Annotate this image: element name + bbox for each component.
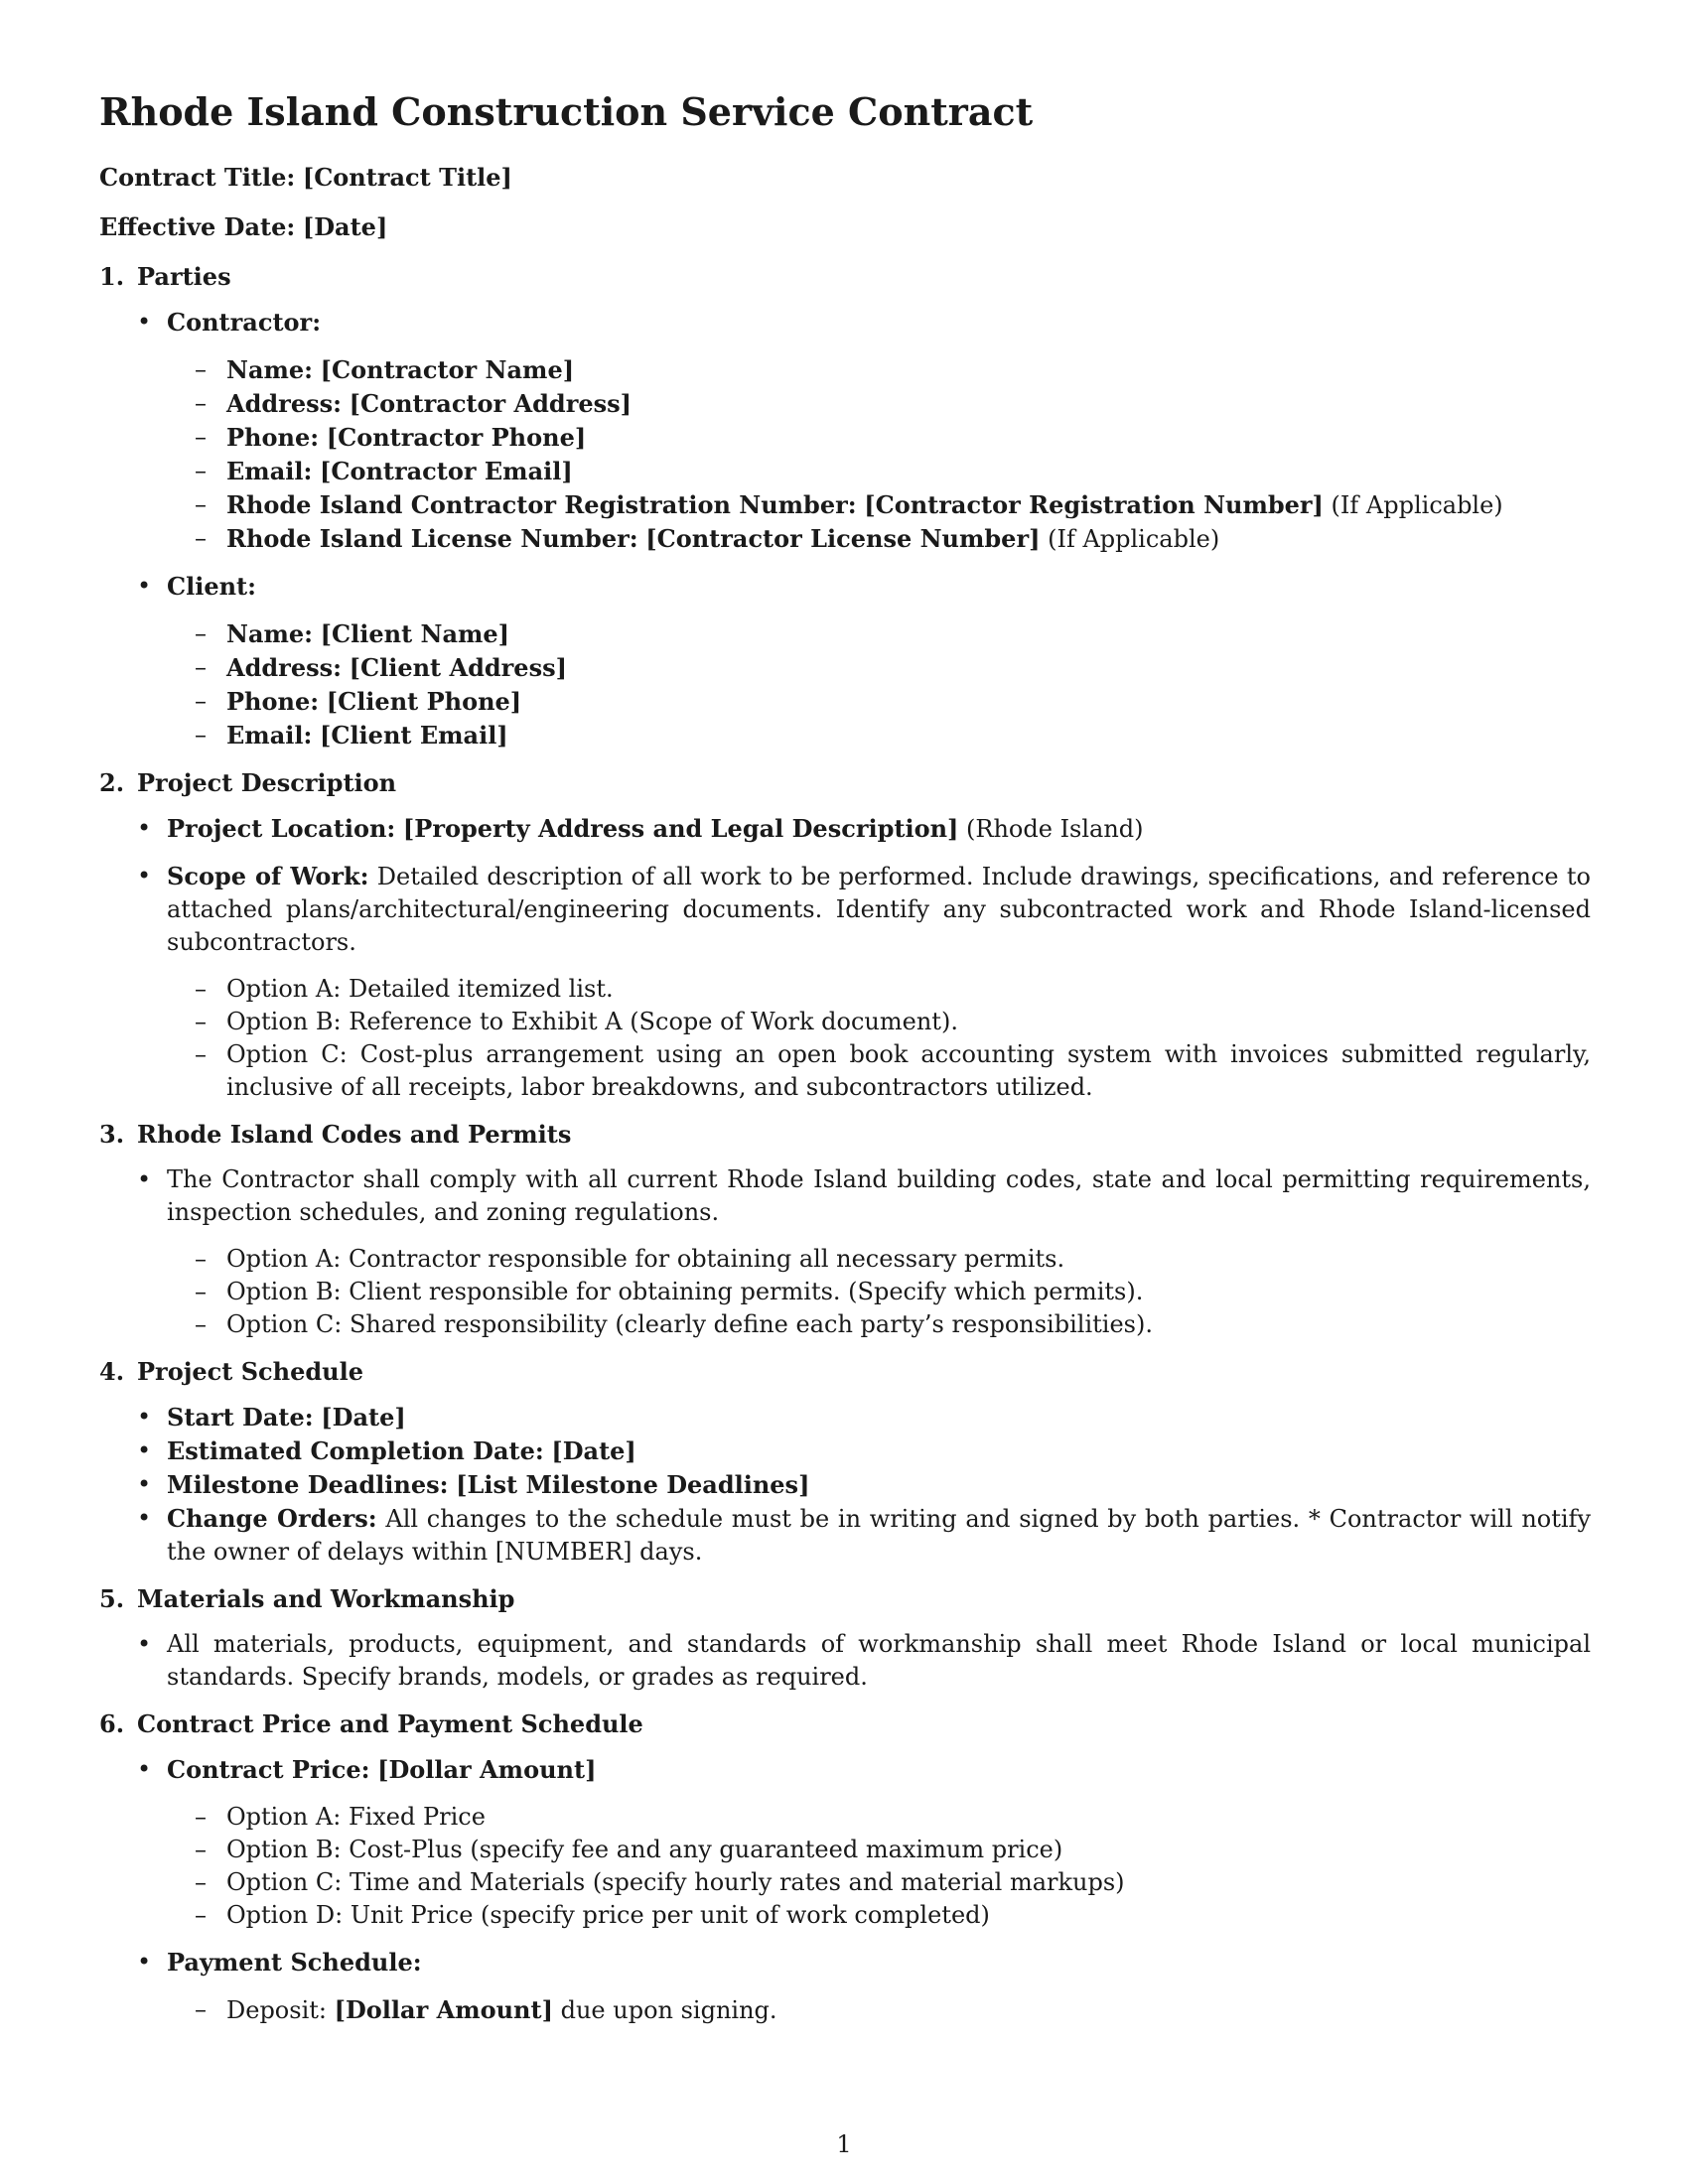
- field-label: Phone:: [226, 687, 320, 716]
- scope-option: – Option C: Cost-plus arrangement using an open book accounting system with invoices submitted regularly, inclusive of all receipts, labor breakdowns, and subcontractors utilized.: [226, 1038, 1591, 1104]
- field-value: [Client Phone]: [326, 687, 522, 716]
- section-4-heading: [99, 1355, 1591, 1389]
- field-note: (If Applicable): [1048, 525, 1220, 553]
- codes-item: [167, 1163, 1591, 1341]
- deposit-item: [226, 1993, 1591, 2027]
- project-location-item: [167, 812, 1591, 846]
- field-value: [Contractor Email]: [319, 457, 573, 485]
- field-label: Name:: [226, 355, 314, 384]
- field-label: Project Location:: [167, 814, 396, 843]
- field-label: Address:: [226, 653, 342, 682]
- section-title: Project Description: [137, 768, 397, 797]
- section-number: 2.: [99, 768, 125, 797]
- change-orders-text: All changes to the schedule must be in writing and signed by both parties. * Contractor will notify the owner of delays within [NUMBER] days.: [167, 1505, 1592, 1566]
- parties-list: [99, 306, 1591, 752]
- field-note: (If Applicable): [1331, 491, 1503, 519]
- client-phone: [226, 685, 1591, 719]
- contractor-address: [226, 387, 1591, 421]
- client-label: Client:: [167, 572, 256, 601]
- contractor-label: Contractor:: [167, 308, 322, 337]
- field-value: [Contractor Address]: [349, 389, 633, 418]
- price-options: [167, 1801, 1591, 1932]
- contractor-email: [226, 455, 1591, 488]
- section-1-heading: [99, 260, 1591, 294]
- price-payment-list: [99, 1753, 1591, 2027]
- section-6-heading: [99, 1707, 1591, 1741]
- deposit-suffix: due upon signing.: [560, 1996, 777, 2024]
- section-title: Parties: [137, 262, 231, 291]
- client-details: [167, 617, 1591, 752]
- permit-option: – Option C: Shared responsibility (clearly define each party’s responsibilities).: [226, 1308, 1591, 1341]
- field-value: [Dollar Amount]: [377, 1755, 597, 1784]
- materials-list: [99, 1628, 1591, 1694]
- field-value: [Property Address and Legal Description]: [402, 814, 959, 843]
- change-orders-item: [167, 1502, 1591, 1569]
- section-2-heading: [99, 766, 1591, 800]
- field-label: Milestone Deadlines:: [167, 1470, 449, 1499]
- section-title: Materials and Workmanship: [137, 1584, 515, 1613]
- section-title: Contract Price and Payment Schedule: [137, 1709, 643, 1738]
- contractor-details: [167, 353, 1591, 556]
- field-label: Rhode Island Contractor Registration Number:: [226, 490, 857, 519]
- field-value: [List Milestone Deadlines]: [456, 1470, 810, 1499]
- section-title: Project Schedule: [137, 1357, 363, 1386]
- schedule-list: [99, 1401, 1591, 1569]
- field-note: (Rhode Island): [966, 815, 1144, 843]
- effective-date-line: [99, 210, 1591, 244]
- project-description-list: [99, 812, 1591, 1104]
- contract-title-label: Contract Title:: [99, 163, 296, 192]
- price-option: – Option C: Time and Materials (specify hourly rates and material markups): [226, 1866, 1591, 1899]
- price-option: – Option A: Fixed Price: [226, 1801, 1591, 1834]
- section-number: 1.: [99, 262, 125, 291]
- field-label: Phone:: [226, 423, 320, 452]
- effective-date-value: [Date]: [302, 212, 388, 241]
- scope-option: – Option A: Detailed itemized list.: [226, 973, 1591, 1006]
- field-value: [Client Email]: [319, 721, 508, 750]
- section-number: 6.: [99, 1709, 125, 1738]
- field-value: [Contractor License Number]: [645, 524, 1041, 553]
- client-name: [226, 617, 1591, 651]
- deposit-label: Deposit:: [226, 1996, 327, 2024]
- page-number: 1: [836, 2130, 852, 2158]
- materials-item: • All materials, products, equipment, and standards of workmanship shall meet Rhode Island or local municipal standards. Specify brands, models, or grades as required.: [167, 1628, 1591, 1694]
- contractor-item: [167, 306, 1591, 556]
- field-label: Contract Price:: [167, 1755, 370, 1784]
- permit-option: – Option B: Client responsible for obtaining permits. (Specify which permits).: [226, 1276, 1591, 1308]
- client-email: [226, 719, 1591, 752]
- scope-paragraph: [167, 860, 1591, 959]
- price-option: – Option D: Unit Price (specify price per unit of work completed): [226, 1899, 1591, 1932]
- field-label: Address:: [226, 389, 342, 418]
- effective-date-label: Effective Date:: [99, 212, 296, 241]
- field-label: Email:: [226, 721, 313, 750]
- field-value: [Contractor Phone]: [326, 423, 587, 452]
- start-date-item: [167, 1401, 1591, 1434]
- field-label: Payment Schedule:: [167, 1948, 422, 1977]
- payment-schedule-item: [167, 1946, 1591, 2027]
- deposit-value: [Dollar Amount]: [334, 1995, 553, 2024]
- field-label: Estimated Completion Date:: [167, 1436, 544, 1465]
- scope-text: Detailed description of all work to be performed. Include drawings, specifications, and reference to attached plans/architectural/engineering documents. Identify any subcontracted work and Rhode Island-licensed subcontractors.: [167, 863, 1591, 956]
- contractor-phone: [226, 421, 1591, 455]
- section-title: Rhode Island Codes and Permits: [137, 1120, 572, 1149]
- document-title: Rhode Island Construction Service Contract: [99, 89, 1034, 134]
- field-label: Change Orders:: [167, 1504, 377, 1533]
- contract-title-value: [Contract Title]: [302, 163, 512, 192]
- scope-option: – Option B: Reference to Exhibit A (Scope of Work document).: [226, 1006, 1591, 1038]
- contractor-registration: [226, 488, 1591, 522]
- field-value: [Client Name]: [320, 619, 510, 648]
- section-5-heading: [99, 1582, 1591, 1616]
- field-label: Rhode Island License Number:: [226, 524, 638, 553]
- field-value: [Contractor Name]: [320, 355, 575, 384]
- contractor-name: [226, 353, 1591, 387]
- client-item: [167, 570, 1591, 752]
- field-label: Email:: [226, 457, 313, 485]
- milestones-item: [167, 1468, 1591, 1502]
- field-value: [Date]: [551, 1436, 636, 1465]
- section-number: 3.: [99, 1120, 125, 1149]
- field-label: Scope of Work:: [167, 862, 369, 890]
- contract-title-line: [99, 161, 1591, 195]
- section-number: 4.: [99, 1357, 125, 1386]
- scope-options: [167, 973, 1591, 1104]
- completion-date-item: [167, 1434, 1591, 1468]
- codes-permits-list: [99, 1163, 1591, 1341]
- client-address: [226, 651, 1591, 685]
- codes-text: • The Contractor shall comply with all current Rhode Island building codes, state and local permitting requirements, inspection schedules, and zoning regulations.: [167, 1165, 1591, 1226]
- permit-option: – Option A: Contractor responsible for obtaining all necessary permits.: [226, 1243, 1591, 1276]
- payment-details: [167, 1993, 1591, 2027]
- field-label: Start Date:: [167, 1403, 314, 1432]
- field-value: [Client Address]: [349, 653, 567, 682]
- price-option: – Option B: Cost-Plus (specify fee and any guaranteed maximum price): [226, 1834, 1591, 1866]
- section-number: 5.: [99, 1584, 125, 1613]
- field-value: [Contractor Registration Number]: [864, 490, 1324, 519]
- permit-options: [167, 1243, 1591, 1341]
- field-value: [Date]: [321, 1403, 406, 1432]
- scope-of-work-item: [167, 860, 1591, 1104]
- section-3-heading: [99, 1118, 1591, 1152]
- field-label: Name:: [226, 619, 314, 648]
- contractor-license: [226, 522, 1591, 556]
- contract-page: [99, 85, 1591, 2041]
- contract-price-item: [167, 1753, 1591, 1932]
